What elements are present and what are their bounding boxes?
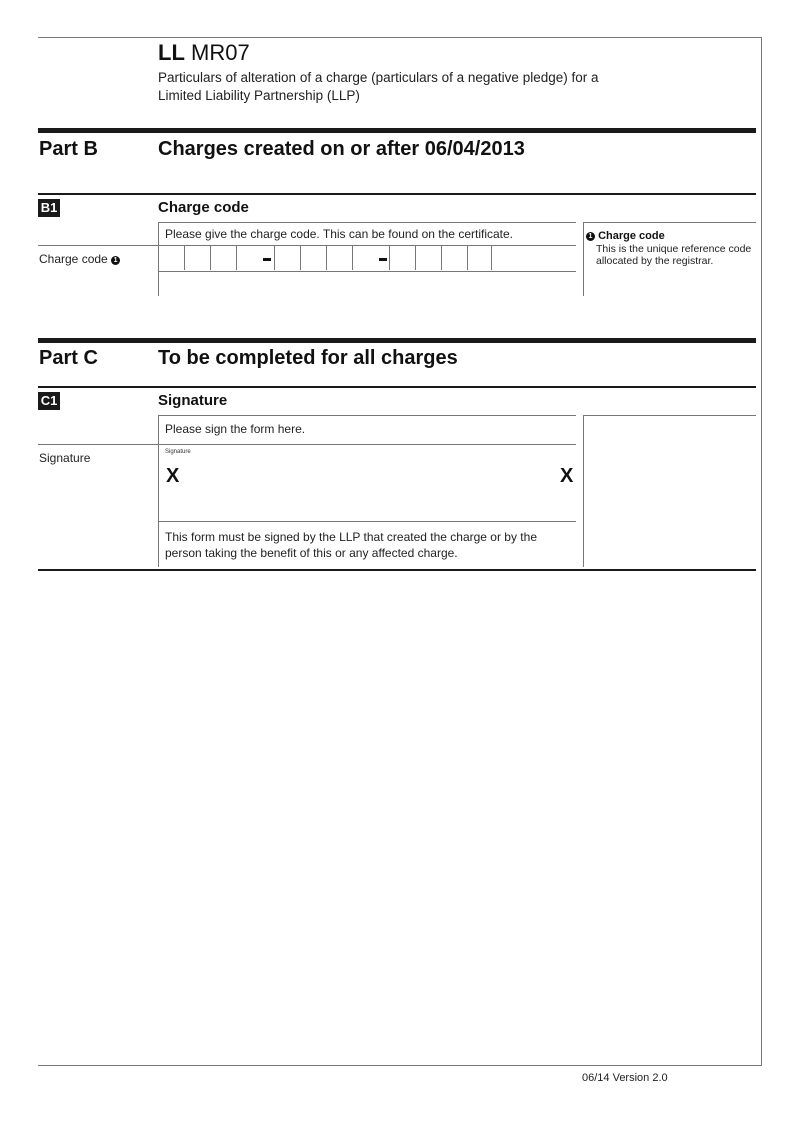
- info-marker-icon: 1: [111, 256, 120, 265]
- code-cell-divider: [300, 246, 301, 270]
- part-b-title: Charges created on or after 06/04/2013: [158, 138, 525, 160]
- b1-instruction: Please give the charge code. This can be found on the certificate.: [165, 227, 513, 241]
- code-separator-dash: [263, 258, 271, 261]
- code-cell-divider: [274, 246, 275, 270]
- section-c1-title: Signature: [158, 392, 228, 409]
- c1-note-top: [583, 415, 756, 416]
- part-b-rule: [38, 128, 756, 133]
- code-cell-divider: [210, 246, 211, 270]
- page-right-border: [761, 37, 762, 1066]
- b1-label-rule: [38, 245, 158, 246]
- code-cell-divider: [441, 246, 442, 270]
- signature-box-caption: Signature: [165, 449, 191, 455]
- code-cell-divider: [236, 246, 237, 270]
- code-separator-dash: [379, 258, 387, 261]
- c1-instruction-top: [158, 415, 576, 416]
- code-cell-divider: [326, 246, 327, 270]
- code-cell-divider: [415, 246, 416, 270]
- code-cell-divider: [389, 246, 390, 270]
- info-marker-icon: 1: [586, 232, 595, 241]
- b1-instruction-top: [158, 222, 576, 223]
- section-c1-badge: C1: [38, 392, 60, 410]
- code-cell-divider: [352, 246, 353, 270]
- c1-note-left-border: [583, 415, 584, 567]
- code-cell-divider: [467, 246, 468, 270]
- sign-here-right-mark: X: [560, 465, 574, 487]
- form-prefix: LL: [158, 40, 185, 65]
- charge-code-note-heading-text: Charge code: [598, 230, 665, 242]
- sign-here-left-mark: X: [166, 465, 180, 487]
- signature-label: Signature: [39, 451, 91, 465]
- section-b1-badge: B1: [38, 199, 60, 217]
- code-cell-divider: [184, 246, 185, 270]
- part-c-rule: [38, 338, 756, 343]
- section-c1-rule: [38, 386, 756, 388]
- c1-footnote-top: [158, 521, 576, 522]
- page-bottom-border: [38, 1065, 762, 1066]
- part-c-label: Part C: [39, 347, 98, 369]
- part-b-label: Part B: [39, 138, 98, 160]
- charge-code-note-heading: [586, 230, 756, 242]
- signature-footnote: This form must be signed by the LLP that created the charge or by the person taking the benefit of this or any affected charge.: [165, 530, 537, 560]
- b1-note-top: [583, 222, 756, 223]
- form-code: MR07: [191, 40, 250, 65]
- section-b1-title: Charge code: [158, 199, 249, 216]
- code-cell-divider: [491, 246, 492, 270]
- form-subtitle: Particulars of alteration of a charge (particulars of a negative pledge) for a Limited Liability Partnership (LLP): [158, 70, 599, 103]
- charge-code-note: [586, 230, 756, 267]
- charge-code-label-text: Charge code: [39, 252, 108, 266]
- signature-box[interactable]: [159, 445, 576, 521]
- section-b1-rule: [38, 193, 756, 195]
- c1-label-rule: [38, 444, 158, 445]
- form-version: 06/14 Version 2.0: [582, 1072, 668, 1084]
- b1-field-bottom: [158, 271, 576, 272]
- page-top-border: [38, 37, 762, 38]
- form-identifier: [158, 40, 250, 66]
- c1-instruction: Please sign the form here.: [165, 422, 306, 436]
- b1-note-left-border: [583, 222, 584, 296]
- charge-code-label: [39, 252, 120, 266]
- part-c-title: To be completed for all charges: [158, 347, 458, 369]
- charge-code-note-body: This is the unique reference code allocated by the registrar.: [596, 243, 752, 267]
- part-c-bottom-rule: [38, 569, 756, 571]
